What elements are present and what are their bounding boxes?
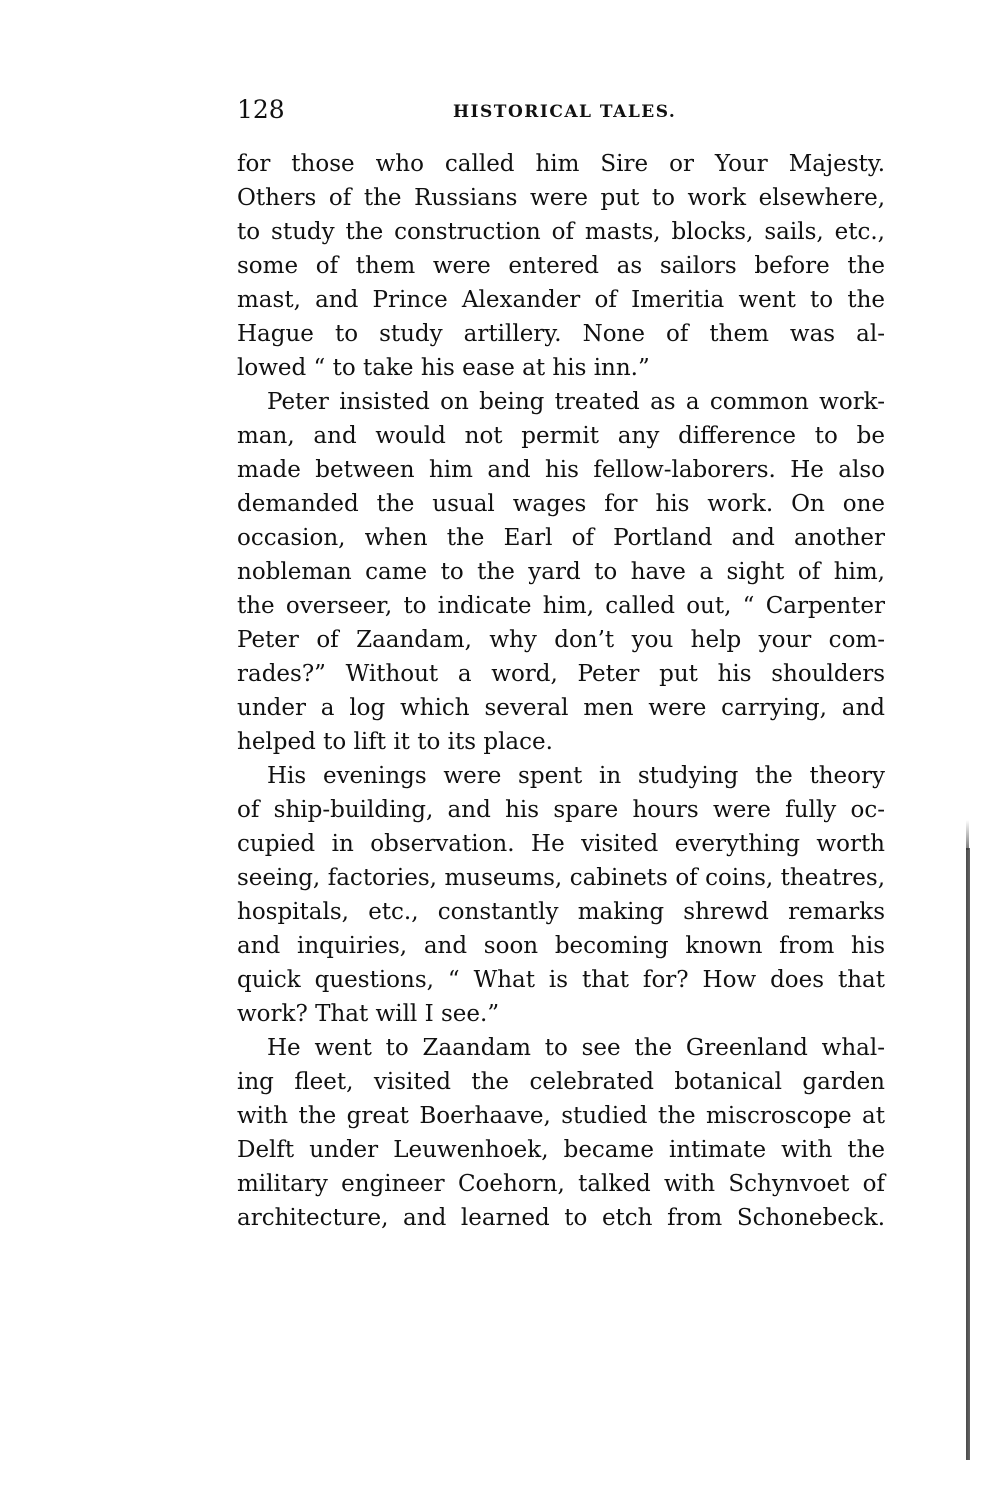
text-line: of ship-building, and his spare hours were fully oc- [237, 797, 885, 823]
text-line: demanded the usual wages for his work. On one [237, 491, 885, 517]
text-line: to study the construction of masts, blocks, sails, etc., [237, 219, 885, 245]
scan-edge-shadow [966, 820, 969, 850]
text-line: seeing, factories, museums, cabinets of coins, theatres, [237, 865, 885, 891]
text-line: Peter of Zaandam, why don’t you help your com- [237, 627, 885, 653]
text-line: occasion, when the Earl of Portland and another [237, 525, 885, 551]
text-line: rades?” Without a word, Peter put his shoulders [237, 661, 885, 687]
page-number: 128 [237, 95, 285, 124]
text-line: He went to Zaandam to see the Greenland whal- [267, 1035, 885, 1061]
text-line: Delft under Leuwenhoek, became intimate with the [237, 1137, 885, 1163]
text-line: ing fleet, visited the celebrated botanical garden [237, 1069, 885, 1095]
text-line: made between him and his fellow-laborers. He also [237, 457, 885, 483]
running-title: HISTORICAL TALES. [453, 102, 677, 122]
text-line: hospitals, etc., constantly making shrewd remarks [237, 899, 885, 925]
text-line: lowed “ to take his ease at his inn.” [237, 355, 650, 381]
running-head [237, 94, 885, 126]
text-line: military engineer Coehorn, talked with Schynvoet of [237, 1171, 885, 1197]
text-line: architecture, and learned to etch from Schonebeck. [237, 1205, 885, 1231]
text-line: work? That will I see.” [237, 1001, 500, 1027]
body-text [237, 147, 885, 1235]
text-line: helped to lift it to its place. [237, 729, 553, 755]
text-line: cupied in observation. He visited everything worth [237, 831, 885, 857]
text-line: under a log which several men were carrying, and [237, 695, 885, 721]
text-line: some of them were entered as sailors before the [237, 253, 885, 279]
text-line: man, and would not permit any difference to be [237, 423, 885, 449]
text-line: mast, and Prince Alexander of Imeritia went to the [237, 287, 885, 313]
text-line: and inquiries, and soon becoming known from his [237, 933, 885, 959]
text-line: for those who called him Sire or Your Majesty. [237, 151, 885, 177]
text-line: with the great Boerhaave, studied the miscroscope at [237, 1103, 885, 1129]
text-line: His evenings were spent in studying the theory [267, 763, 885, 789]
text-line: Hague to study artillery. None of them was al- [237, 321, 885, 347]
text-line: Peter insisted on being treated as a common work- [267, 389, 885, 415]
text-line: quick questions, “ What is that for? How does that [237, 967, 885, 993]
text-line: nobleman came to the yard to have a sight of him, [237, 559, 885, 585]
text-line: the overseer, to indicate him, called out, “ Carpenter [237, 593, 885, 619]
scan-edge-line [966, 848, 970, 1460]
text-line: Others of the Russians were put to work elsewhere, [237, 185, 885, 211]
